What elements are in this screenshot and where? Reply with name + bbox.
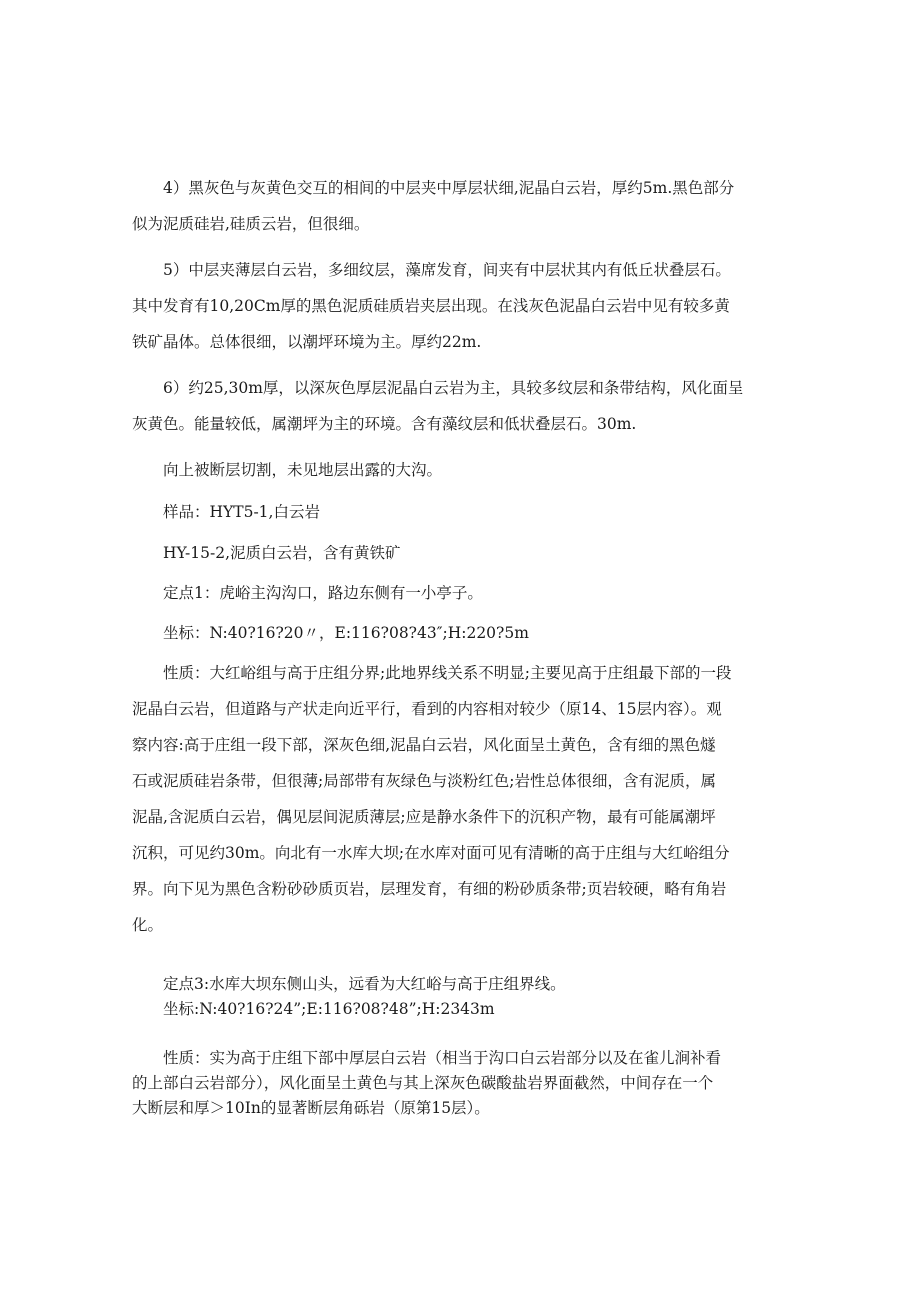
text-line: 定点3:水库大坝东侧山头，远看为大红峪与高于庄组界线。 [163,975,566,993]
paragraph-sample-2 [132,535,792,571]
paragraph-item-6 [132,370,792,442]
text-line: 6）约25,30m厚，以深灰色厚层泥晶白云岩为主，具较多纹层和条带结构，风化面呈 [163,379,744,397]
text-line: 定点1：虎峪主沟沟口，路边东侧有一小亭子。 [163,584,483,602]
text-line: 其中发育有10,20Cm厚的黑色泥质硅质岩夹层出现。在浅灰色泥晶白云岩中见有较多黄 [132,297,730,315]
text-line: 5）中层夹薄层白云岩，多细纹层，藻席发育，间夹有中层状其内有低丘状叠层石。 [163,261,731,279]
text-line: 坐标：N:40?16?20〃，E:116?08?43″;H:220?5m [163,624,529,642]
paragraph-sample-1 [132,494,792,530]
text-line: 的上部白云岩部分），风化面呈土黄色与其上深灰色碳酸盐岩界面截然，中间存在一个 [132,1074,714,1092]
text-line: 化。 [132,916,164,934]
paragraph-nature-1 [132,655,792,943]
paragraph-coords-1 [132,615,792,651]
text-line: 泥晶,含泥质白云岩，偶见层间泥质薄层;应是静水条件下的沉积产物，最有可能属潮坪 [132,808,716,826]
text-line: 向上被断层切割，未见地层出露的大沟。 [163,461,443,479]
text-line: 石或泥质硅岩条带，但很薄;局部带有灰绿色与淡粉红色;岩性总体很细，含有泥质，属 [132,772,716,790]
text-line: 样品：HYT5-1,白云岩 [163,503,320,521]
text-line: 似为泥质硅岩,硅质云岩，但很细。 [132,215,370,233]
text-line: 铁矿晶体。总体很细，以潮坪环境为主。厚约22m. [132,333,482,351]
text-line: 性质：大红峪组与高于庄组分界;此地界线关系不明显;主要见高于庄组最下部的一段 [163,664,732,682]
text-line: 灰黄色。能量较低，属潮坪为主的环境。含有藻纹层和低状叠层石。30m. [132,415,637,433]
paragraph-item-5 [132,252,792,360]
text-line: 沉积，可见约30m。向北有一水库大坝;在水库对面可见有清晰的高于庄组与大红峪组分 [132,844,730,862]
paragraph-point-3 [132,972,792,1022]
text-line: 界。向下见为黑色含粉砂砂质页岩，层理发育，有细的粉砂质条带;页岩较硬，略有角岩 [132,880,727,898]
text-line: 泥晶白云岩，但道路与产状走向近平行，看到的内容相对较少（原14、15层内容）。观 [132,700,722,718]
text-line: 大断层和厚＞10In的显著断层角砾岩（原第15层）。 [132,1099,490,1117]
text-line: 4）黑灰色与灰黄色交互的相间的中层夹中厚层状细,泥晶白云岩，厚约5m.黑色部分 [163,179,735,197]
paragraph-point-1 [132,575,792,611]
paragraph-item-4 [132,170,792,242]
text-line: HY-15-2,泥质白云岩，含有黄铁矿 [163,544,401,562]
text-line: 性质：实为高于庄组下部中厚层白云岩（相当于沟口白云岩部分以及在雀儿涧补看 [163,1049,722,1067]
paragraph-nature-3 [132,1046,792,1121]
text-line: 察内容:高于庄组一段下部，深灰色细,泥晶白云岩，风化面呈土黄色，含有细的黑色燧 [132,736,716,754]
text-line: 坐标:N:40?16?24”;E:116?08?48”;H:2343m [163,1000,495,1018]
paragraph-fault-note [132,452,792,488]
